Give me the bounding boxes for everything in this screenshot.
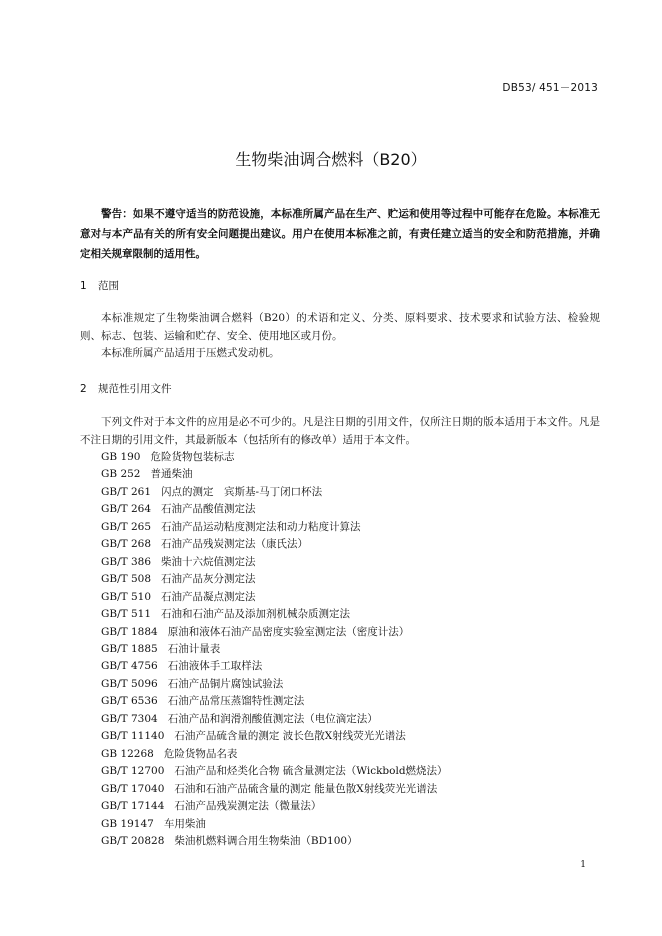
- reference-code: GB/T 511: [101, 608, 152, 621]
- reference-title: 柴油机燃料调合用生物柴油（BD100）: [174, 834, 358, 847]
- reference-item: [101, 519, 448, 536]
- reference-title: 石油和石油产品及添加剂机械杂质测定法: [161, 608, 351, 621]
- reference-title: 石油计量表: [167, 642, 221, 655]
- reference-item: [101, 816, 448, 833]
- reference-code: GB/T 6536: [101, 695, 158, 708]
- reference-item: [101, 798, 448, 815]
- section-1-title: 范围: [98, 280, 119, 292]
- reference-item: [101, 641, 448, 658]
- reference-code: GB/T 4756: [101, 660, 158, 673]
- reference-title: 闪点的测定 宾斯基-马丁闭口杯法: [161, 485, 323, 498]
- reference-item: [101, 571, 448, 588]
- reference-item: [101, 711, 448, 728]
- reference-title: 石油产品凝点测定法: [161, 590, 256, 603]
- reference-item: [101, 501, 448, 518]
- reference-item: [101, 693, 448, 710]
- reference-code: GB/T 17040: [101, 782, 165, 795]
- reference-title: 石油产品酸值测定法: [161, 503, 256, 516]
- reference-title: 石油产品灰分测定法: [161, 573, 256, 586]
- reference-item: [101, 728, 448, 745]
- reference-item: [101, 763, 448, 780]
- reference-code: GB 252: [101, 468, 141, 481]
- section-2-title: 规范性引用文件: [98, 383, 172, 395]
- reference-title: 车用柴油: [163, 817, 206, 830]
- reference-item: [101, 536, 448, 553]
- reference-code: GB/T 510: [101, 590, 152, 603]
- reference-item: [101, 466, 448, 483]
- document-title: 生物柴油调合燃料（B20）: [235, 150, 427, 169]
- reference-title: 石油产品硫含量的测定 波长色散X射线荧光光谱法: [174, 730, 406, 743]
- reference-code: GB/T 268: [101, 538, 152, 551]
- reference-title: 柴油十六烷值测定法: [161, 555, 256, 568]
- reference-title: 普通柴油: [150, 468, 193, 481]
- reference-title: 石油液体手工取样法: [167, 660, 263, 673]
- reference-code: GB/T 5096: [101, 677, 158, 690]
- reference-item: [101, 624, 448, 641]
- reference-code: GB 190: [101, 451, 141, 463]
- reference-item: [101, 781, 448, 798]
- reference-code: GB/T 261: [101, 485, 152, 498]
- reference-code: GB/T 20828: [101, 834, 165, 847]
- reference-list: [101, 449, 448, 850]
- reference-title: 石油产品和烃类化合物 硫含量测定法（Wickbold燃烧法）: [174, 765, 448, 778]
- reference-item: [101, 658, 448, 675]
- section-1-number: 1: [80, 280, 87, 292]
- reference-code: GB/T 265: [101, 520, 152, 533]
- reference-title: 危险货物包装标志: [150, 451, 235, 463]
- reference-code: GB 12268: [101, 747, 154, 760]
- reference-title: 石油产品残炭测定法（康氏法）: [161, 538, 309, 551]
- reference-item: [101, 606, 448, 623]
- reference-code: GB/T 508: [101, 573, 152, 586]
- reference-code: GB/T 17144: [101, 800, 165, 813]
- reference-item: [101, 554, 448, 571]
- references-intro-paragraph: 下列文件对于本文件的应用是必不可少的。凡是注日期的引用文件，仅所注日期的版本适用于本文件。凡是不注日期的引用文件，其最新版本（包括所有的修改单）适用于本文件。: [80, 416, 600, 446]
- section-2-heading: [80, 381, 172, 396]
- reference-code: GB/T 386: [101, 555, 152, 568]
- reference-item: [101, 589, 448, 606]
- reference-item: [101, 676, 448, 693]
- reference-item: [101, 449, 448, 466]
- reference-code: GB 19147: [101, 817, 154, 830]
- reference-code: GB/T 11140: [101, 730, 165, 743]
- scope-paragraph-2: 本标准所属产品适用于压燃式发动机。: [101, 347, 280, 359]
- section-2-number: 2: [80, 383, 87, 395]
- reference-title: 原油和液体石油产品密度实验室测定法（密度计法）: [167, 625, 410, 638]
- warning-paragraph: 警告：如果不遵守适当的防范设施，本标准所属产品在生产、贮运和使用等过程中可能存在危险。本标准无意对与本产品有关的所有安全问题提出建议。用户在使用本标准之前，有责任建立适当的安全和防范措施，并确定相关规章限制的适用性。: [80, 208, 600, 260]
- reference-title: 石油和石油产品硫含量的测定 能量色散X射线荧光光谱法: [174, 782, 438, 795]
- reference-title: 石油产品残炭测定法（微量法）: [174, 800, 322, 813]
- page-number: 1: [580, 860, 586, 870]
- reference-title: 石油产品常压蒸馏特性测定法: [167, 695, 305, 708]
- reference-title: 石油产品铜片腐蚀试验法: [167, 677, 284, 690]
- reference-title: 危险货物品名表: [163, 747, 238, 760]
- reference-code: GB/T 1884: [101, 625, 158, 638]
- section-1-heading: [80, 278, 119, 293]
- scope-paragraph-1: 本标准规定了生物柴油调合燃料（B20）的术语和定义、分类、原料要求、技术要求和试验方法、检验规则、标志、包装、运输和贮存、安全、使用地区或月份。: [80, 312, 600, 342]
- reference-code: GB/T 1885: [101, 642, 158, 655]
- standard-code: DB53/ 451－2013: [502, 82, 598, 94]
- reference-code: GB/T 12700: [101, 765, 165, 778]
- reference-code: GB/T 7304: [101, 712, 158, 725]
- reference-item: [101, 833, 448, 850]
- reference-title: 石油产品运动粘度测定法和动力粘度计算法: [161, 520, 361, 533]
- reference-title: 石油产品和润滑剂酸值测定法（电位滴定法）: [167, 712, 378, 725]
- reference-item: [101, 746, 448, 763]
- reference-item: [101, 484, 448, 501]
- reference-code: GB/T 264: [101, 503, 152, 516]
